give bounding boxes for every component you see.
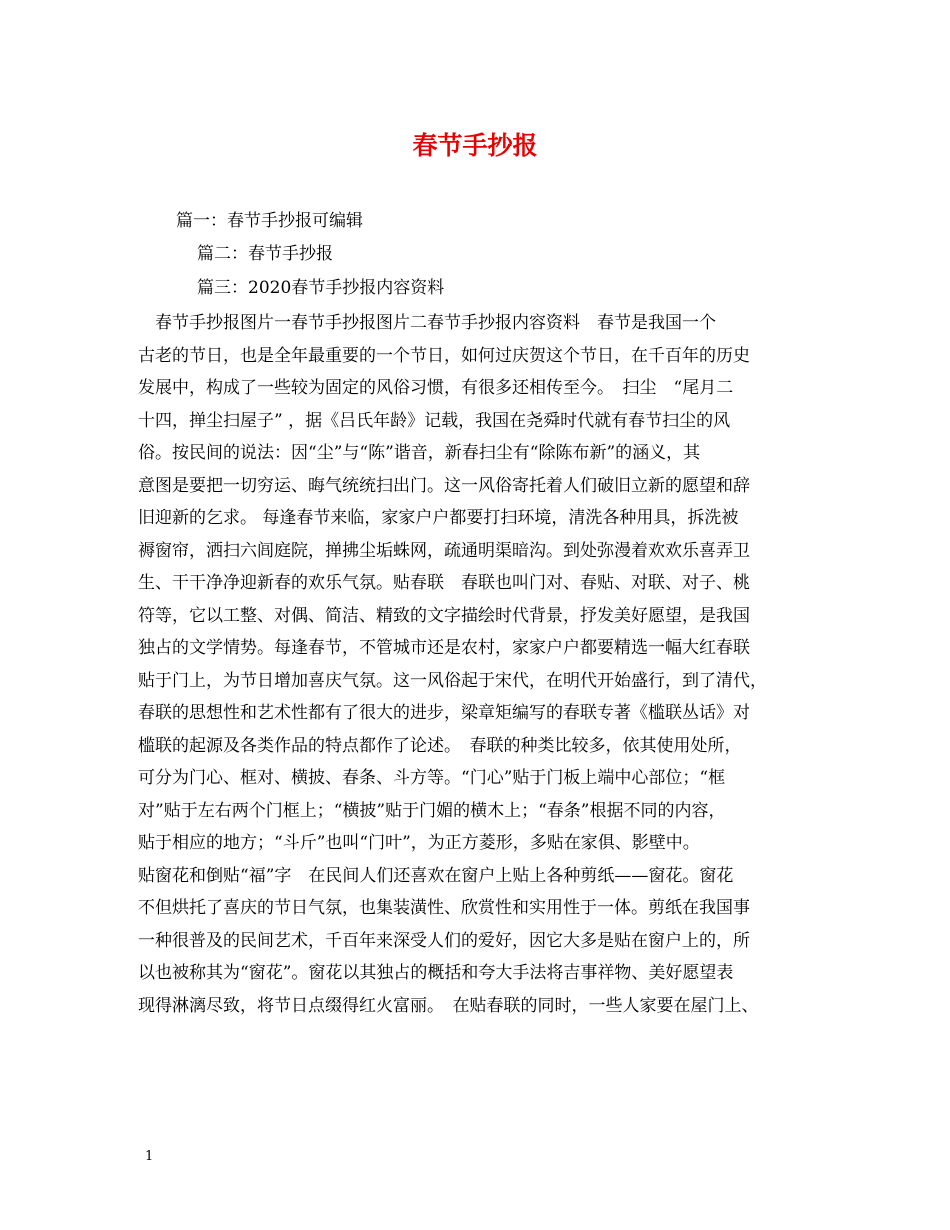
article-body <box>138 307 814 1022</box>
body-line: 意图是要把一切穷运、晦气统统扫出门。这一风俗寄托着人们破旧立新的愿望和辞 <box>138 475 750 496</box>
body-line: 贴于相应的地方；“斗斤”也叫“门叶”，为正方菱形，多贴在家俱、影壁中。 <box>138 833 700 853</box>
body-line: 不但烘托了喜庆的节日气氛，也集装潢性、欣赏性和实用性于一体。剪纸在我国事 <box>138 898 750 918</box>
body-line: 旧迎新的乞求。 每逢春节来临，家家户户都要打扫环境，清洗各种用具，拆洗被 <box>138 508 739 528</box>
body-line: 十四，掸尘扫屋子” ，据《吕氏年龄》记载，我国在尧舜时代就有春节扫尘的风 <box>138 410 731 431</box>
body-line: 贴窗花和倒贴“福”字 在民间人们还喜欢在窗户上贴上各种剪纸——窗花。窗花 <box>138 865 734 886</box>
toc-item-3: 篇三：2020春节手抄报内容资料 <box>197 278 445 298</box>
body-line: 对”贴于左右两个门框上；“横披”贴于门媚的横木上；“春条”根据不同的内容， <box>138 800 726 821</box>
body-line: 生、干干净净迎新春的欢乐气氛。贴春联 春联也叫门对、春贴、对联、对子、桃 <box>138 573 750 593</box>
body-line: 槛联的起源及各类作品的特点都作了论述。 春联的种类比较多，依其使用处所， <box>138 735 742 756</box>
body-line: 独占的文学情势。每逢春节，不管城市还是农村，家家户户都要精选一幅大红春联 <box>138 638 750 658</box>
body-line: 发展中，构成了一些较为固定的风俗习惯，有很多还相传至今。 扫尘 “尾月二 <box>138 378 734 398</box>
body-line: 褥窗帘，洒扫六闾庭院，掸拂尘垢蛛网，疏通明渠暗沟。到处弥漫着欢欢乐喜弄卫 <box>138 540 750 561</box>
body-line: 以也被称其为“窗花”。窗花以其独占的概括和夸大手法将吉事祥物、美好愿望表 <box>138 963 734 983</box>
page-number: 1 <box>145 1149 154 1164</box>
body-line: 古老的节日，也是全年最重要的一个节日，如何过庆贺这个节日，在千百年的历史 <box>138 345 750 366</box>
body-line: 贴于门上，为节日增加喜庆气氛。这一风俗起于宋代，在明代开始盛行，到了清代， <box>138 670 767 691</box>
body-line: 春节手抄报图片一春节手抄报图片二春节手抄报内容资料 春节是我国一个 <box>138 313 716 333</box>
body-line: 符等，它以工整、对偶、简洁、精致的文字描绘时代背景，抒发美好愿望，是我国 <box>138 605 750 626</box>
body-line: 俗。按民间的说法：因“尘”与“陈”谐音，新春扫尘有“除陈布新”的涵义，其 <box>138 443 701 463</box>
toc-item-1: 篇一：春节手抄报可编辑 <box>176 211 363 231</box>
body-line: 春联的思想性和艺术性都有了很大的进步，梁章矩编写的春联专著《槛联丛话》对 <box>138 703 750 723</box>
body-line: 可分为门心、框对、横披、春条、斗方等。“门心”贴于门板上端中心部位；“框 <box>138 768 726 788</box>
body-line: 一种很普及的民间艺术，千百年来深受人们的爱好，因它大多是贴在窗户上的，所 <box>138 930 750 951</box>
document-title: 春节手抄报 <box>412 131 538 160</box>
body-line: 现得淋漓尽致，将节日点缀得红火富丽。 在贴春联的同时，一些人家要在屋门上、 <box>138 995 759 1016</box>
toc-item-2: 篇二：春节手抄报 <box>197 244 333 264</box>
